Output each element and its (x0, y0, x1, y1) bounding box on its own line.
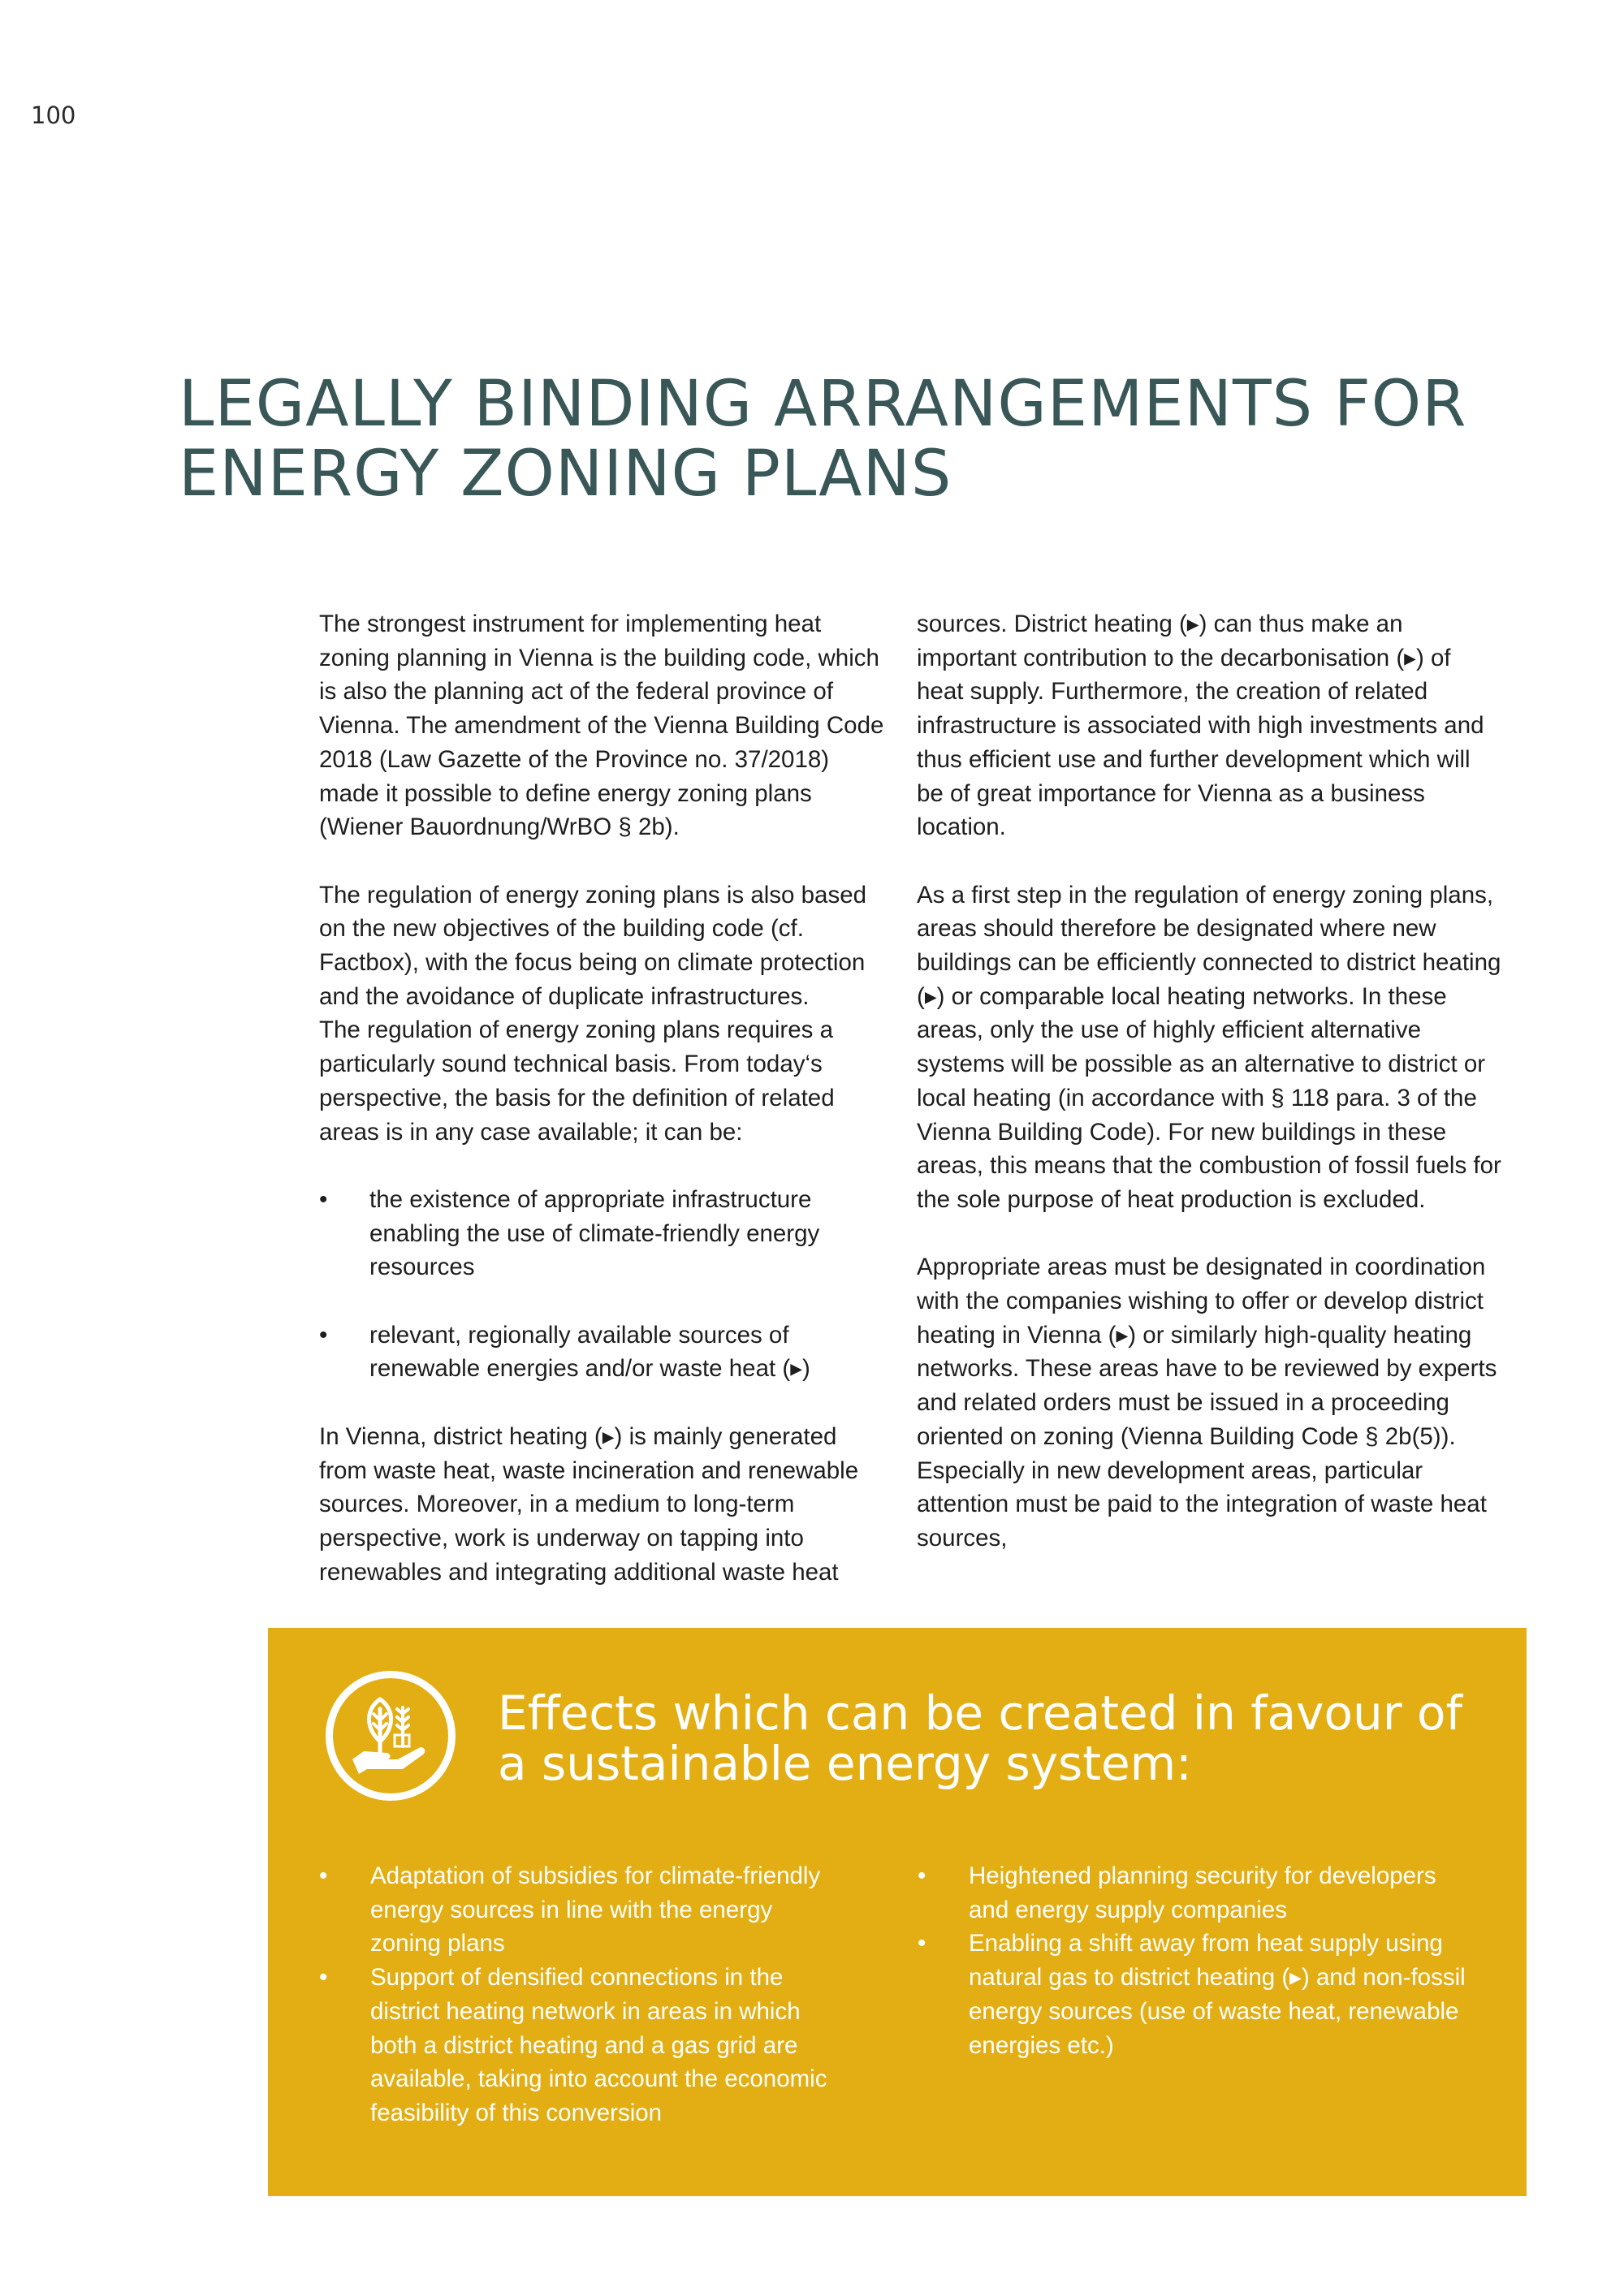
hand-holding-leaf-icon (323, 1668, 458, 1803)
bullet-icon: • (319, 1862, 328, 1889)
list-item (918, 1859, 1478, 1927)
left-paragraph-3: The regulation of energy zoning plans requires a particularly sound technical basis. From today‘s perspective, the basis for the definition of related areas is in any case available; it can be: (319, 1016, 835, 1146)
left-bullet-list (319, 1183, 888, 1386)
factbox-left-list (319, 1859, 839, 2130)
right-text-column (917, 607, 1501, 1556)
factbox-left-column (319, 1859, 839, 2130)
bullet-icon: • (319, 1185, 328, 1213)
list-item-text: Enabling a shift away from heat supply using natural gas to district heating (▸) and non-fossil energy sources (use of waste heat, renewable energies etc.) (969, 1930, 1466, 2059)
list-item (918, 1927, 1478, 2062)
left-paragraph-2: The regulation of energy zoning plans is also based on the new objectives of the building code (cf. Factbox), with the focus being on climate protection and the avoidance of duplicate infrastructures. (319, 881, 867, 1010)
list-item-text: Heightened planning security for developers and energy supply companies (969, 1862, 1436, 1923)
left-paragraph-4: In Vienna, district heating (▸) is mainly generated from waste heat, waste incineration and renewable sources. Moreover, in a medium to long-term perspective, work is underway on tapping into renewables and integrating additional waste heat (319, 1422, 859, 1586)
list-item-text: relevant, regionally available sources of renewable energies and/or waste heat (▸) (369, 1321, 810, 1383)
list-item-text: the existence of appropriate infrastructure enabling the use of climate-friendly energy resources (369, 1185, 820, 1281)
list-item-text: Adaptation of subsidies for climate-friendly energy sources in line with the energy zoning plans (370, 1862, 821, 1957)
list-item (319, 1859, 839, 1961)
list-item-text: Support of densified connections in the district heating network in areas in which both a district heating and a gas grid are available, taking into account the economic feasibility of this conversion (370, 1964, 827, 2126)
page-title-line-1: LEGALLY BINDING ARRANGEMENTS FOR (179, 368, 1467, 441)
list-item (319, 1183, 888, 1284)
bullet-icon: • (319, 1964, 328, 1992)
bullet-icon: • (319, 1321, 328, 1349)
right-paragraph-1: sources. District heating (▸) can thus make an important contribution to the decarbonisation (▸) of heat supply. Furthermore, the creation of related infrastructure is associated with high investments and thus efficient use and further development which will be of great importance for Vienna as a business location. (917, 611, 1484, 841)
right-paragraph-2: As a first step in the regulation of energy zoning plans, areas should therefore be designated where new buildings can be efficiently connected to district heating (▸) or comparable local heating networks. In these areas, only the use of highly efficient alternative systems will be possible as an alternative to district or local heating (in accordance with § 118 para. 3 of the Vienna Building Code). For new buildings in these areas, this means that the combustion of fossil fuels for the sole purpose of heat production is excluded. (917, 881, 1501, 1213)
list-item (319, 1318, 888, 1386)
bullet-icon: • (918, 1930, 926, 1957)
list-item (319, 1961, 839, 2130)
page-title-line-2: ENERGY ZONING PLANS (179, 438, 952, 511)
factbox-title: Effects which can be created in favour of a sustainable energy system: (498, 1685, 1462, 1791)
bullet-icon: • (918, 1862, 926, 1889)
factbox-right-column (918, 1859, 1478, 2062)
page-title (179, 369, 1559, 509)
right-paragraph-3: Appropriate areas must be designated in coordination with the companies wishing to offer or develop district heating in Vienna (▸) or similarly high-quality heating networks. These areas have to be reviewed by experts and related orders must be issued in a proceeding oriented on zoning (Vienna Building Code § 2b(5)). Especially in new development areas, particular attention must be paid to the integration of waste heat sources, (917, 1254, 1497, 1552)
left-paragraph-1: The strongest instrument for implementing heat zoning planning in Vienna is the building code, which is also the planning act of the federal province of Vienna. The amendment of the Vienna Building Code 2018 (Law Gazette of the Province no. 37/2018) made it possible to define energy zoning plans (Wiener Bauordnung/WrBO § 2b). (319, 611, 884, 841)
factbox (268, 1628, 1527, 2196)
page-number: 100 (31, 101, 76, 129)
left-text-column (319, 607, 888, 1589)
factbox-right-list (918, 1859, 1478, 2062)
